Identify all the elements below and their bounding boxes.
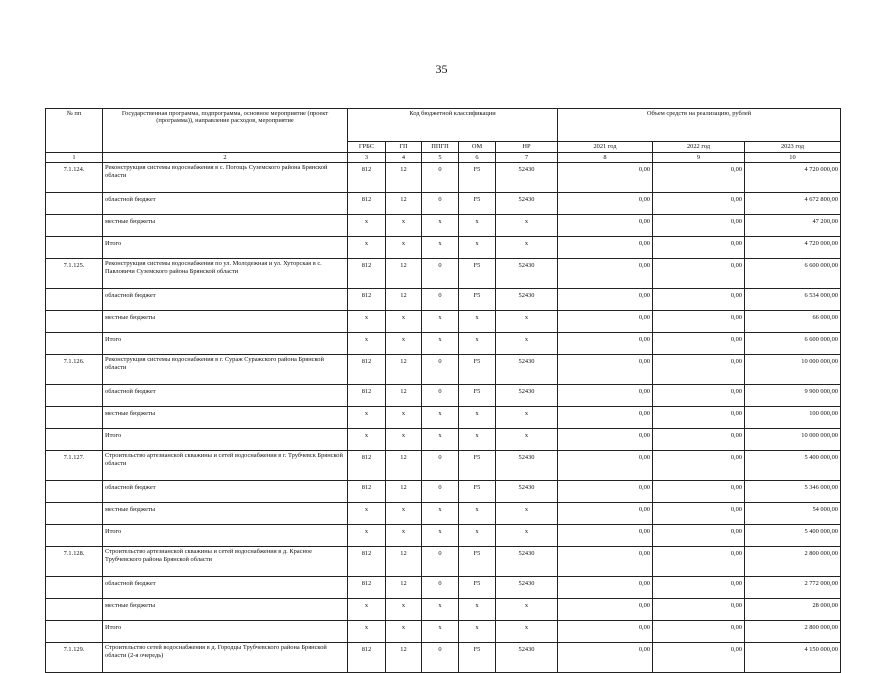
row-number xyxy=(46,385,103,407)
row-number: 7.1.128. xyxy=(46,547,103,577)
cell-2022: 0,00 xyxy=(653,385,745,407)
cell-2023: 5 400 000,00 xyxy=(745,525,841,547)
cell-2021: 0,00 xyxy=(558,577,653,599)
cell-om: x xyxy=(459,429,496,451)
cell-om: x xyxy=(459,599,496,621)
cell-om: x xyxy=(459,503,496,525)
table-row-total xyxy=(46,237,841,259)
cell-2023: 54 000,00 xyxy=(745,503,841,525)
cell-grbs: 812 xyxy=(348,259,386,289)
cell-om: F5 xyxy=(459,385,496,407)
header-om: ОМ xyxy=(459,142,496,153)
cell-ppgp: 0 xyxy=(422,643,459,673)
cell-2021: 0,00 xyxy=(558,547,653,577)
cell-2021: 0,00 xyxy=(558,237,653,259)
cell-2023: 66 000,00 xyxy=(745,311,841,333)
row-name: Итого xyxy=(103,525,348,547)
cell-om: F5 xyxy=(459,547,496,577)
cell-2023: 2 800 000,00 xyxy=(745,547,841,577)
cell-gp: x xyxy=(386,215,422,237)
table-row-measure xyxy=(46,643,841,673)
cell-2022: 0,00 xyxy=(653,163,745,193)
cell-2021: 0,00 xyxy=(558,215,653,237)
row-name: областной бюджет xyxy=(103,577,348,599)
cell-nr: 52430 xyxy=(496,481,558,503)
cell-gp: x xyxy=(386,621,422,643)
cell-om: F5 xyxy=(459,259,496,289)
row-number xyxy=(46,289,103,311)
cell-2023: 4 150 000,00 xyxy=(745,643,841,673)
cell-ppgp: 0 xyxy=(422,259,459,289)
cell-ppgp: 0 xyxy=(422,289,459,311)
cell-2022: 0,00 xyxy=(653,429,745,451)
table-row-total xyxy=(46,429,841,451)
col-number: 9 xyxy=(653,153,745,163)
cell-om: F5 xyxy=(459,289,496,311)
cell-2021: 0,00 xyxy=(558,163,653,193)
cell-2023: 4 672 800,00 xyxy=(745,193,841,215)
cell-2021: 0,00 xyxy=(558,525,653,547)
cell-ppgp: 0 xyxy=(422,451,459,481)
cell-nr: x xyxy=(496,407,558,429)
row-name: Реконструкция системы водоснабжения по ул. Молодежная и ул. Хуторская в с. Павловичи Суземского района Брянской области xyxy=(103,259,348,289)
cell-2021: 0,00 xyxy=(558,429,653,451)
cell-ppgp: 0 xyxy=(422,193,459,215)
cell-2022: 0,00 xyxy=(653,289,745,311)
row-number xyxy=(46,215,103,237)
cell-2022: 0,00 xyxy=(653,451,745,481)
cell-grbs: x xyxy=(348,407,386,429)
row-number xyxy=(46,503,103,525)
cell-2023: 2 772 000,00 xyxy=(745,577,841,599)
cell-2023: 5 346 000,00 xyxy=(745,481,841,503)
row-number xyxy=(46,333,103,355)
table-row-source xyxy=(46,215,841,237)
cell-nr: x xyxy=(496,311,558,333)
cell-om: F5 xyxy=(459,355,496,385)
cell-2023: 6 600 000,00 xyxy=(745,333,841,355)
column-number-row xyxy=(46,153,841,163)
header-ppgp: ППГП xyxy=(422,142,459,153)
cell-om: F5 xyxy=(459,577,496,599)
cell-gp: x xyxy=(386,311,422,333)
cell-grbs: 812 xyxy=(348,193,386,215)
cell-2021: 0,00 xyxy=(558,355,653,385)
table-row-measure xyxy=(46,259,841,289)
cell-grbs: x xyxy=(348,429,386,451)
row-name: Строительство артезианской скважины и сетей водоснабжения в д. Красное Трубчевского района Брянской области xyxy=(103,547,348,577)
cell-om: F5 xyxy=(459,451,496,481)
table-row-measure xyxy=(46,451,841,481)
table-row-source xyxy=(46,193,841,215)
row-number: 7.1.125. xyxy=(46,259,103,289)
cell-nr: 52430 xyxy=(496,289,558,311)
cell-gp: x xyxy=(386,237,422,259)
cell-2022: 0,00 xyxy=(653,311,745,333)
cell-ppgp: x xyxy=(422,525,459,547)
row-name: Строительство артезианской скважины и сетей водоснабжения в г. Трубчевск Брянской области xyxy=(103,451,348,481)
cell-2023: 10 000 000,00 xyxy=(745,355,841,385)
cell-gp: 12 xyxy=(386,289,422,311)
col-number: 8 xyxy=(558,153,653,163)
row-number: 7.1.127. xyxy=(46,451,103,481)
table-row-source xyxy=(46,599,841,621)
col-number: 1 xyxy=(46,153,103,163)
row-name: Итого xyxy=(103,621,348,643)
header-kbk: Код бюджетной классификации xyxy=(348,109,558,142)
cell-gp: x xyxy=(386,599,422,621)
cell-2021: 0,00 xyxy=(558,481,653,503)
cell-2021: 0,00 xyxy=(558,259,653,289)
row-name: Реконструкция системы водоснабжения в с. Погощь Суземского района Брянской области xyxy=(103,163,348,193)
cell-nr: 52430 xyxy=(496,385,558,407)
cell-gp: 12 xyxy=(386,259,422,289)
cell-2021: 0,00 xyxy=(558,311,653,333)
table-row-total xyxy=(46,525,841,547)
row-name: областной бюджет xyxy=(103,481,348,503)
cell-ppgp: x xyxy=(422,599,459,621)
cell-2022: 0,00 xyxy=(653,215,745,237)
table-row-measure xyxy=(46,355,841,385)
cell-2022: 0,00 xyxy=(653,237,745,259)
row-name: областной бюджет xyxy=(103,385,348,407)
table-row-source xyxy=(46,311,841,333)
header-gp: ГП xyxy=(386,142,422,153)
cell-om: F5 xyxy=(459,163,496,193)
row-number: 7.1.126. xyxy=(46,355,103,385)
cell-grbs: 812 xyxy=(348,163,386,193)
cell-grbs: 812 xyxy=(348,547,386,577)
budget-table xyxy=(45,108,841,673)
cell-ppgp: x xyxy=(422,215,459,237)
table-row-source xyxy=(46,503,841,525)
header-name: Государственная программа, подпрограмма, основное мероприятие (проект (программа)), направление расходов, мероприятие xyxy=(103,109,348,153)
cell-om: x xyxy=(459,525,496,547)
cell-om: F5 xyxy=(459,193,496,215)
header-funds: Объем средств на реализацию, рублей xyxy=(558,109,841,142)
cell-om: x xyxy=(459,237,496,259)
col-number: 5 xyxy=(422,153,459,163)
row-name: областной бюджет xyxy=(103,193,348,215)
row-name: Итого xyxy=(103,237,348,259)
row-name: Реконструкция системы водоснабжения в г. Сураж Суражского района Брянской области xyxy=(103,355,348,385)
row-number xyxy=(46,237,103,259)
cell-grbs: x xyxy=(348,525,386,547)
cell-2021: 0,00 xyxy=(558,385,653,407)
header-year-2022: 2022 год xyxy=(653,142,745,153)
cell-gp: x xyxy=(386,429,422,451)
cell-gp: 12 xyxy=(386,643,422,673)
cell-nr: x xyxy=(496,621,558,643)
cell-2022: 0,00 xyxy=(653,577,745,599)
cell-2022: 0,00 xyxy=(653,355,745,385)
row-name: Итого xyxy=(103,333,348,355)
cell-nr: x xyxy=(496,215,558,237)
table-row-source xyxy=(46,407,841,429)
cell-nr: x xyxy=(496,503,558,525)
cell-gp: x xyxy=(386,503,422,525)
cell-grbs: 812 xyxy=(348,481,386,503)
cell-2022: 0,00 xyxy=(653,525,745,547)
col-number: 3 xyxy=(348,153,386,163)
header-year-2023: 2023 год xyxy=(745,142,841,153)
cell-grbs: 812 xyxy=(348,643,386,673)
row-number xyxy=(46,577,103,599)
row-name: местные бюджеты xyxy=(103,503,348,525)
cell-gp: 12 xyxy=(386,481,422,503)
cell-nr: 52430 xyxy=(496,259,558,289)
cell-om: x xyxy=(459,407,496,429)
cell-grbs: x xyxy=(348,237,386,259)
header-num: № пп xyxy=(46,109,103,153)
table-row-source xyxy=(46,577,841,599)
cell-ppgp: 0 xyxy=(422,385,459,407)
row-number xyxy=(46,599,103,621)
cell-ppgp: x xyxy=(422,237,459,259)
cell-ppgp: x xyxy=(422,407,459,429)
cell-gp: 12 xyxy=(386,163,422,193)
cell-2022: 0,00 xyxy=(653,333,745,355)
cell-2023: 9 900 000,00 xyxy=(745,385,841,407)
cell-2023: 10 000 000,00 xyxy=(745,429,841,451)
col-number: 6 xyxy=(459,153,496,163)
cell-om: x xyxy=(459,621,496,643)
cell-ppgp: x xyxy=(422,621,459,643)
row-name: Итого xyxy=(103,429,348,451)
cell-nr: 52430 xyxy=(496,643,558,673)
cell-2023: 2 800 000,00 xyxy=(745,621,841,643)
cell-nr: 52430 xyxy=(496,547,558,577)
cell-2023: 100 000,00 xyxy=(745,407,841,429)
cell-2023: 47 200,00 xyxy=(745,215,841,237)
cell-ppgp: x xyxy=(422,429,459,451)
table-body xyxy=(46,163,841,673)
cell-2023: 5 400 000,00 xyxy=(745,451,841,481)
cell-2022: 0,00 xyxy=(653,259,745,289)
cell-2021: 0,00 xyxy=(558,333,653,355)
cell-gp: 12 xyxy=(386,451,422,481)
cell-2022: 0,00 xyxy=(653,193,745,215)
row-number: 7.1.129. xyxy=(46,643,103,673)
cell-grbs: 812 xyxy=(348,577,386,599)
cell-nr: x xyxy=(496,429,558,451)
cell-om: x xyxy=(459,215,496,237)
row-number xyxy=(46,429,103,451)
cell-nr: x xyxy=(496,237,558,259)
cell-nr: x xyxy=(496,599,558,621)
cell-nr: 52430 xyxy=(496,577,558,599)
cell-om: x xyxy=(459,311,496,333)
row-name: местные бюджеты xyxy=(103,215,348,237)
cell-2022: 0,00 xyxy=(653,547,745,577)
cell-nr: x xyxy=(496,333,558,355)
header-year-2021: 2021 год xyxy=(558,142,653,153)
cell-2022: 0,00 xyxy=(653,599,745,621)
row-name: Строительство сетей водоснабжения в д. Городцы Трубчевского района Брянской области (2-я очередь) xyxy=(103,643,348,673)
cell-grbs: 812 xyxy=(348,451,386,481)
cell-ppgp: 0 xyxy=(422,355,459,385)
col-number: 10 xyxy=(745,153,841,163)
cell-nr: x xyxy=(496,525,558,547)
row-number xyxy=(46,481,103,503)
cell-2022: 0,00 xyxy=(653,643,745,673)
cell-grbs: x xyxy=(348,215,386,237)
cell-grbs: x xyxy=(348,333,386,355)
row-name: областной бюджет xyxy=(103,289,348,311)
table-row-measure xyxy=(46,163,841,193)
cell-gp: 12 xyxy=(386,577,422,599)
table-row-source xyxy=(46,481,841,503)
cell-grbs: x xyxy=(348,503,386,525)
cell-om: x xyxy=(459,333,496,355)
col-number: 2 xyxy=(103,153,348,163)
cell-2021: 0,00 xyxy=(558,621,653,643)
cell-grbs: 812 xyxy=(348,355,386,385)
cell-ppgp: 0 xyxy=(422,547,459,577)
row-number xyxy=(46,311,103,333)
cell-grbs: x xyxy=(348,311,386,333)
page-number: 35 xyxy=(435,62,448,76)
row-number xyxy=(46,525,103,547)
cell-ppgp: x xyxy=(422,503,459,525)
col-number: 4 xyxy=(386,153,422,163)
row-number: 7.1.124. xyxy=(46,163,103,193)
cell-ppgp: x xyxy=(422,311,459,333)
cell-2022: 0,00 xyxy=(653,481,745,503)
cell-2022: 0,00 xyxy=(653,621,745,643)
cell-gp: x xyxy=(386,525,422,547)
cell-2022: 0,00 xyxy=(653,407,745,429)
cell-nr: 52430 xyxy=(496,163,558,193)
cell-2023: 4 720 000,00 xyxy=(745,237,841,259)
cell-gp: 12 xyxy=(386,385,422,407)
cell-gp: x xyxy=(386,333,422,355)
cell-ppgp: x xyxy=(422,333,459,355)
cell-2021: 0,00 xyxy=(558,407,653,429)
cell-ppgp: 0 xyxy=(422,577,459,599)
cell-2021: 0,00 xyxy=(558,503,653,525)
cell-gp: 12 xyxy=(386,193,422,215)
table-row-total xyxy=(46,333,841,355)
table-row-source xyxy=(46,289,841,311)
cell-2023: 4 720 000,00 xyxy=(745,163,841,193)
cell-2023: 6 600 000,00 xyxy=(745,259,841,289)
cell-nr: 52430 xyxy=(496,451,558,481)
cell-ppgp: 0 xyxy=(422,481,459,503)
col-number: 7 xyxy=(496,153,558,163)
cell-grbs: 812 xyxy=(348,289,386,311)
header-grbs: ГРБС xyxy=(348,142,386,153)
row-number xyxy=(46,407,103,429)
cell-gp: 12 xyxy=(386,355,422,385)
row-number xyxy=(46,193,103,215)
cell-om: F5 xyxy=(459,481,496,503)
row-name: местные бюджеты xyxy=(103,311,348,333)
header-row xyxy=(46,109,841,142)
cell-2021: 0,00 xyxy=(558,451,653,481)
cell-2021: 0,00 xyxy=(558,599,653,621)
cell-2021: 0,00 xyxy=(558,643,653,673)
cell-2021: 0,00 xyxy=(558,193,653,215)
cell-grbs: x xyxy=(348,599,386,621)
cell-nr: 52430 xyxy=(496,193,558,215)
cell-2023: 6 534 000,00 xyxy=(745,289,841,311)
row-name: местные бюджеты xyxy=(103,407,348,429)
cell-grbs: 812 xyxy=(348,385,386,407)
cell-gp: 12 xyxy=(386,547,422,577)
cell-gp: x xyxy=(386,407,422,429)
cell-grbs: x xyxy=(348,621,386,643)
header-nr: НР xyxy=(496,142,558,153)
cell-2021: 0,00 xyxy=(558,289,653,311)
table-row-source xyxy=(46,385,841,407)
row-name: местные бюджеты xyxy=(103,599,348,621)
table-row-measure xyxy=(46,547,841,577)
cell-2023: 28 000,00 xyxy=(745,599,841,621)
cell-nr: 52430 xyxy=(496,355,558,385)
cell-om: F5 xyxy=(459,643,496,673)
cell-ppgp: 0 xyxy=(422,163,459,193)
cell-2022: 0,00 xyxy=(653,503,745,525)
